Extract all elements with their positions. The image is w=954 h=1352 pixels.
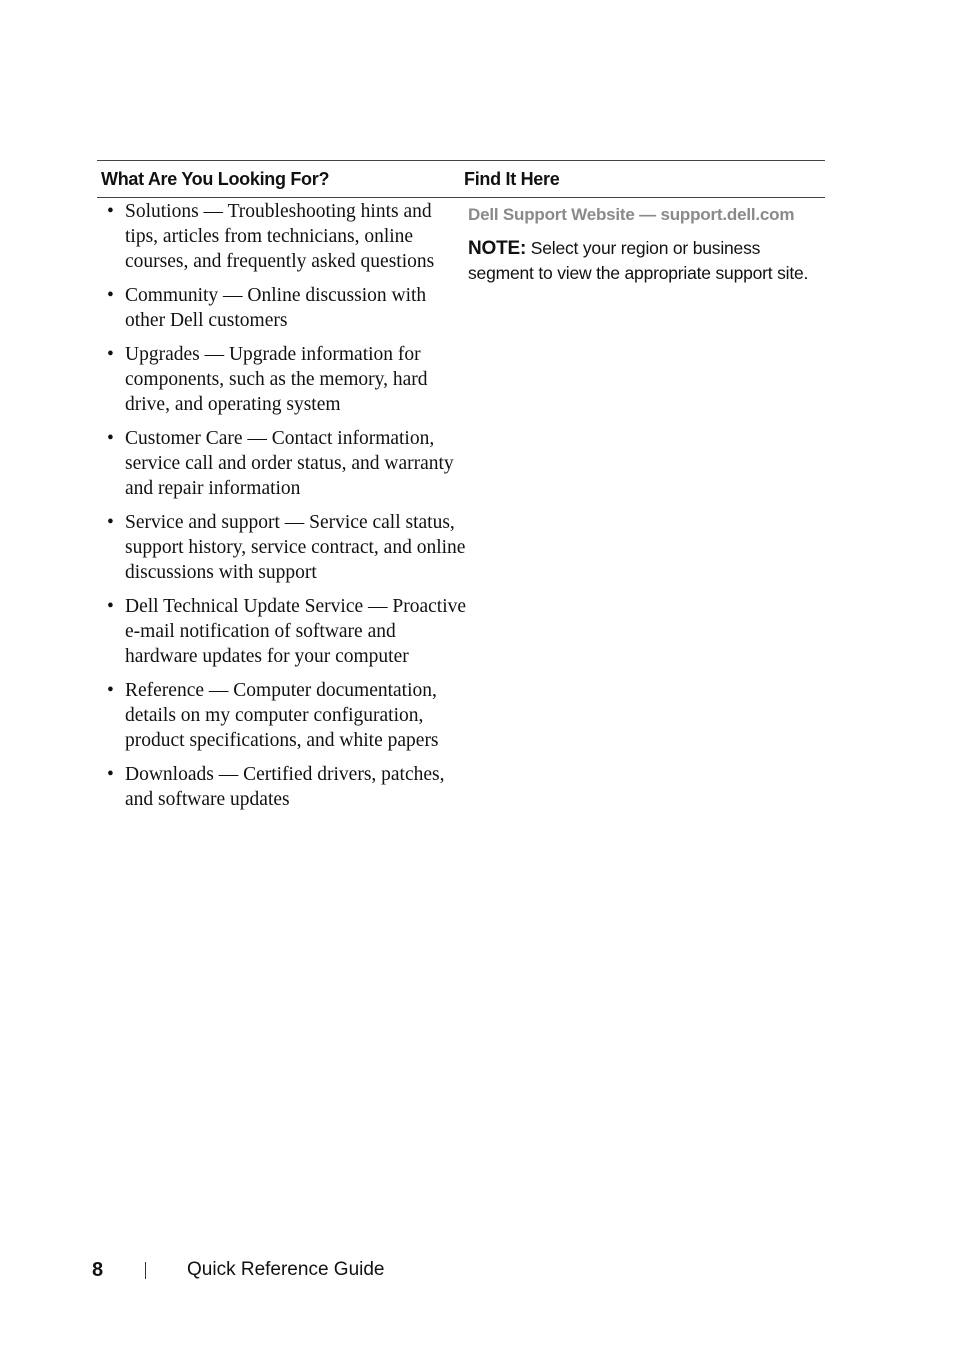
footer-separator — [145, 1262, 146, 1279]
header-looking-for: What Are You Looking For? — [101, 168, 330, 189]
topics-list — [97, 198, 468, 812]
list-item-text: Service and support — Service call status, support history, service contract, and online discussions with support — [125, 512, 466, 583]
list-item — [97, 342, 468, 417]
bullet: • — [107, 428, 114, 449]
note-paragraph — [468, 236, 825, 286]
bullet: • — [107, 344, 114, 365]
footer-title: Quick Reference Guide — [187, 1259, 385, 1280]
looking-for-column — [97, 198, 468, 821]
list-item — [97, 199, 468, 274]
list-item-text: Upgrades — Upgrade information for components, such as the memory, hard drive, and operating system — [125, 344, 428, 415]
support-website-link[interactable]: Dell Support Website — support.dell.com — [468, 205, 795, 224]
list-item — [97, 678, 468, 753]
list-item-text: Customer Care — Contact information, service call and order status, and warranty and repair information — [125, 428, 454, 499]
list-item — [97, 510, 468, 585]
note-text: Select your region or business segment to view the appropriate support site. — [468, 238, 809, 283]
list-item-text: Reference — Computer documentation, details on my computer configuration, product specifications, and white papers — [125, 680, 439, 751]
list-item-text: Community — Online discussion with other Dell customers — [125, 285, 427, 331]
list-item-text: Downloads — Certified drivers, patches, and software updates — [125, 764, 445, 810]
bullet: • — [107, 201, 114, 222]
list-item — [97, 762, 468, 812]
info-table — [97, 160, 825, 821]
list-item — [97, 283, 468, 333]
note-label: NOTE: — [468, 238, 527, 259]
list-item — [97, 426, 468, 501]
table-header-row — [97, 161, 825, 197]
bullet: • — [107, 512, 114, 533]
table-body-row — [97, 198, 825, 821]
bullet: • — [107, 596, 114, 617]
list-item-text: Dell Technical Update Service — Proactive e-mail notification of software and hardware updates for your computer — [125, 596, 467, 667]
bullet: • — [107, 764, 114, 785]
header-find-it-here: Find It Here — [464, 168, 560, 189]
bullet: • — [107, 285, 114, 306]
list-item — [97, 594, 468, 669]
bullet: • — [107, 680, 114, 701]
list-item-text: Solutions — Troubleshooting hints and tips, articles from technicians, online courses, and frequently asked questions — [125, 201, 435, 272]
page-footer — [92, 1257, 492, 1283]
page-number: 8 — [92, 1259, 104, 1281]
find-it-here-column — [468, 198, 825, 821]
